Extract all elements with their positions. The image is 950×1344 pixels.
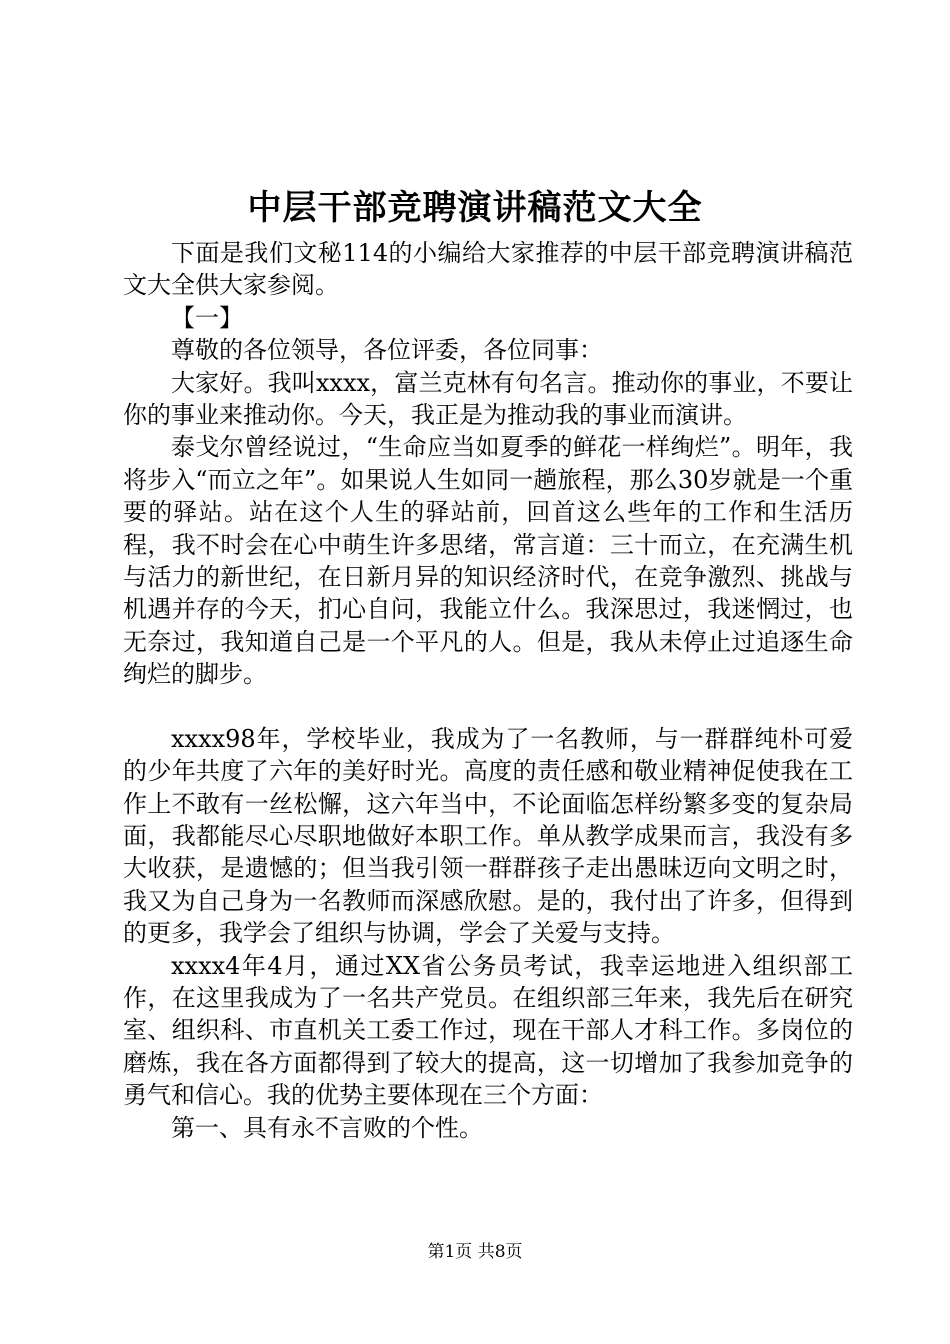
document-title: 中层干部竞聘演讲稿范文大全: [247, 188, 703, 228]
body-paragraph: xxxx98年，学校毕业，我成为了一名教师，与一群群纯朴可爱的少年共度了六年的美好时光。高度的责任感和敬业精神促使我在工作上不敢有一丝松懈，这六年当中，不论面临怎样纷繁多变的复杂局面，我都能尽心尽职地做好本职工作。单从教学成果而言，我没有多大收获，是遗憾的；但当我引领一群群孩子走出愚昧迈向文明之时，我又为自己身为一名教师而深感欣慰。是的，我付出了许多，但得到的更多，我学会了组织与协调，学会了关爱与支持。: [123, 724, 853, 948]
salutation-paragraph: 尊敬的各位领导，各位评委，各位同事：: [171, 336, 603, 365]
greeting-paragraph: 大家好。我叫xxxx，富兰克林有句名言。推动你的事业，不要让你的事业来推动你。今天，我正是为推动我的事业而演讲。: [123, 368, 853, 430]
document-body: [123, 237, 853, 1144]
body-paragraph: 泰戈尔曾经说过，“生命应当如夏季的鲜花一样绚烂”。明年，我将步入“而立之年”。如果说人生如同一趟旅程，那么30岁就是一个重要的驿站。站在这个人生的驿站前，回首这么些年的工作和生活历程，我不时会在心中萌生许多思绪，常言道：三十而立，在充满生机与活力的新世纪，在日新月异的知识经济时代，在竞争激烈、挑战与机遇并存的今天，扪心自问，我能立什么。我深思过，我迷惘过，也无奈过，我知道自己是一个平凡的人。但是，我从未停止过追逐生命绚烂的脚步。: [123, 433, 853, 689]
body-paragraph: xxxx4年4月，通过XX省公务员考试，我幸运地进入组织部工作，在这里我成为了一名共产党员。在组织部三年来，我先后在研究室、组织科、市直机关工委工作过，现在干部人才科工作。多岗位的磨炼，我在各方面都得到了较大的提高，这一切增加了我参加竞争的勇气和信心。我的优势主要体现在三个方面：: [123, 951, 853, 1110]
intro-paragraph: 下面是我们文秘114的小编给大家推荐的中层干部竞聘演讲稿范文大全供大家参阅。: [123, 239, 853, 300]
section-heading: 【一】: [171, 303, 243, 332]
page-number-footer: 第1页 共8页: [427, 1242, 523, 1262]
body-paragraph: 第一、具有永不言败的个性。: [171, 1113, 483, 1142]
